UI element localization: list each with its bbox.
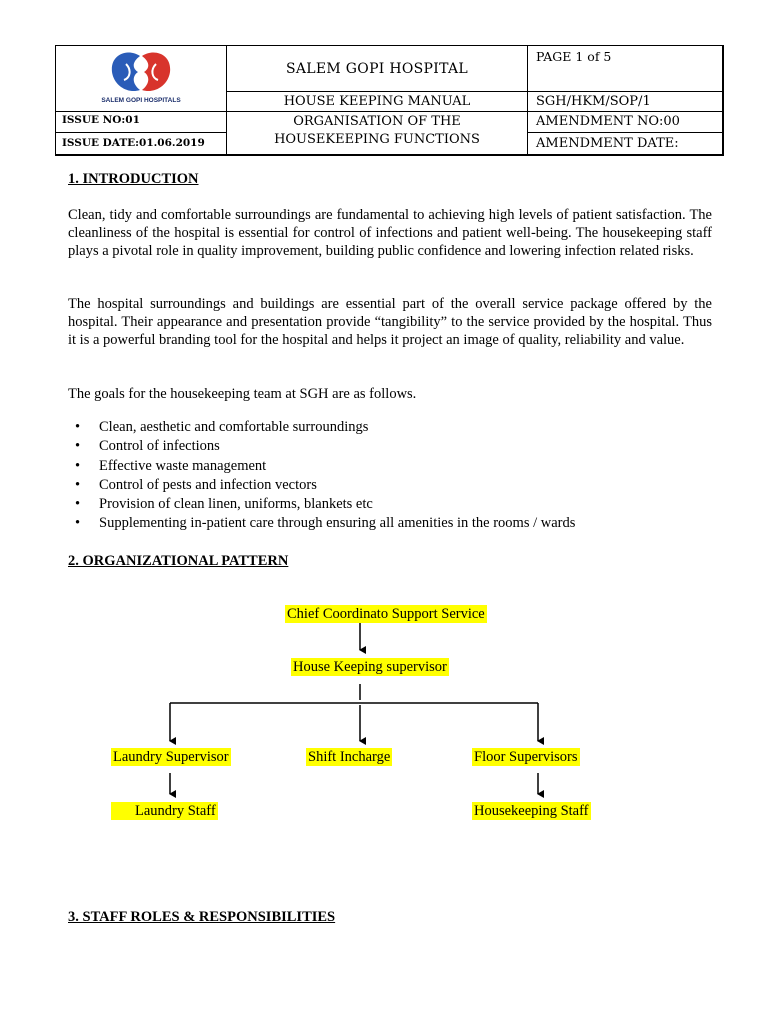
intro-paragraph-1: Clean, tidy and comfortable surroundings are fundamental to achieving high levels of patient satisfaction. The cleanliness of the hospital is essential for control of infections and patient well-being. The housekeeping staff plays a pivotal role in quality improvement, building public confidence and lowering infection related risks.	[68, 207, 712, 259]
intro-paragraph-2: The hospital surroundings and buildings are essential part of the overall service package offered by the hospital. Their appearance and presentation provide “tangibility” to the service provided by the hospital. Thus it is a powerful branding tool for the hospital and helps it project an image of quality, reliability and value.	[68, 296, 712, 348]
org-node-housekeeping-supervisor: House Keeping supervisor	[293, 659, 447, 675]
org-heading: 2. ORGANIZATIONAL PATTERN	[68, 553, 289, 569]
list-item: • Effective waste management	[68, 457, 575, 476]
sop-code: SGH/HKM/SOP/1	[527, 91, 724, 112]
org-node-laundry-staff: Laundry Staff	[111, 802, 218, 820]
org-node-floor-supervisors: Floor Supervisors	[474, 749, 578, 765]
manual-title: HOUSE KEEPING MANUAL	[226, 91, 528, 112]
subject-line-1: ORGANISATION OF THE	[293, 113, 461, 129]
goals-list	[68, 418, 575, 534]
staff-heading: 3. STAFF ROLES & RESPONSIBILITIES	[68, 909, 336, 925]
page-number: PAGE 1 of 5	[527, 45, 724, 92]
logo-text: SALEM GOPI HOSPITALS	[101, 97, 181, 104]
list-item: • Control of pests and infection vectors	[68, 476, 575, 495]
issue-date: ISSUE DATE:01.06.2019	[55, 132, 227, 156]
org-node-laundry-supervisor: Laundry Supervisor	[113, 749, 229, 765]
list-item: • Supplementing in-patient care through ensuring all amenities in the rooms / wards	[68, 514, 575, 533]
amendment-number: AMENDMENT NO:00	[527, 111, 724, 133]
hospital-logo	[96, 50, 186, 110]
list-item: • Provision of clean linen, uniforms, blankets etc	[68, 495, 575, 514]
hospital-name: SALEM GOPI HOSPITAL	[226, 45, 528, 92]
intro-heading: 1. INTRODUCTION	[68, 171, 199, 187]
org-node-chief: Chief Coordinato Support Service	[287, 606, 485, 622]
logo-cell	[55, 45, 227, 112]
list-item: • Clean, aesthetic and comfortable surroundings	[68, 418, 575, 437]
org-node-shift-incharge: Shift Incharge	[308, 749, 391, 765]
subject-line-2: HOUSEKEEPING FUNCTIONS	[274, 131, 480, 147]
org-node-housekeeping-staff: Housekeeping Staff	[474, 803, 589, 819]
kidney-logo-icon	[96, 50, 186, 98]
amendment-date: AMENDMENT DATE:	[527, 132, 724, 156]
document-subject	[226, 111, 528, 156]
list-item: • Control of infections	[68, 437, 575, 456]
document-header-table	[55, 45, 723, 155]
goals-intro: The goals for the housekeeping team at SGH are as follows.	[68, 386, 417, 402]
issue-number: ISSUE NO:01	[55, 111, 227, 133]
